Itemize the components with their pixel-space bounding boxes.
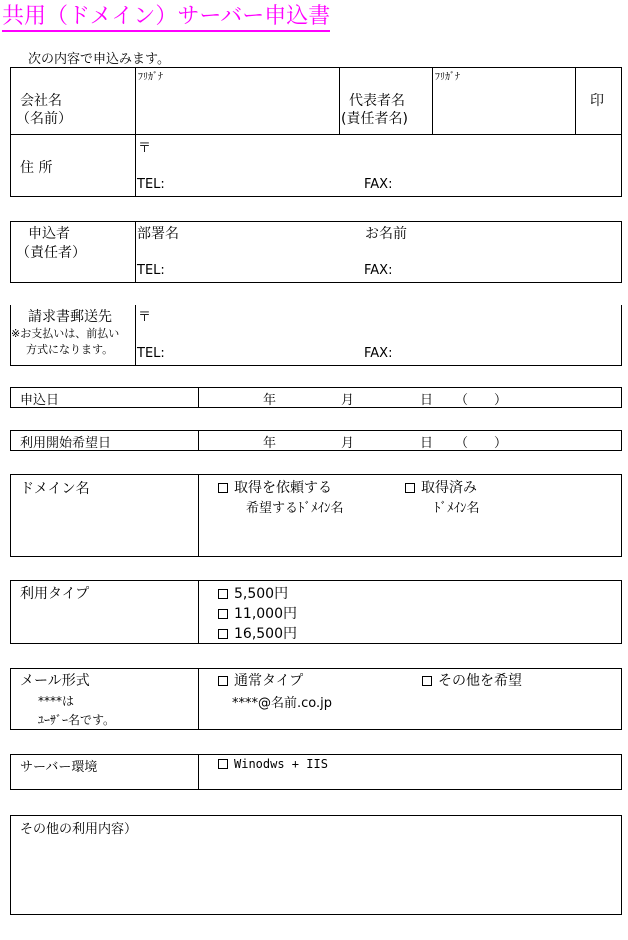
domain-option-request[interactable]: [218, 477, 332, 497]
checkbox-icon[interactable]: [218, 629, 228, 639]
usage-option-2[interactable]: [218, 603, 297, 623]
start-month-label: 月: [341, 436, 355, 451]
company-name-sub-label: （名前）: [16, 111, 72, 127]
domain-name-field[interactable]: [200, 516, 620, 556]
seal-label: 印: [590, 93, 604, 109]
checkbox-icon[interactable]: [218, 589, 228, 599]
other-usage-field[interactable]: [12, 836, 620, 913]
apply-date-table: [10, 387, 622, 408]
domain-option-owned[interactable]: [405, 477, 477, 497]
apply-month-label: 月: [341, 393, 355, 408]
billing-label: 請求書郵送先: [28, 309, 112, 325]
domain-request-sub-label: 希望するﾄﾞﾒｲﾝ名: [246, 501, 344, 516]
address-fax-label: FAX:: [364, 177, 393, 192]
usage-option-1[interactable]: [218, 583, 288, 603]
representative-label: 代表者名: [349, 93, 405, 109]
checkbox-icon[interactable]: [422, 676, 432, 686]
checkbox-icon[interactable]: [218, 483, 228, 493]
checkbox-icon[interactable]: [405, 483, 415, 493]
mail-note-1: ****は: [38, 694, 75, 708]
applicant-sub-label: （責任者）: [16, 245, 86, 261]
mail-example: ****@名前.co.jp: [232, 696, 333, 711]
billing-address-field[interactable]: [136, 322, 621, 344]
company-furigana-label: ﾌﾘｶﾞﾅ: [138, 72, 163, 83]
checkbox-icon[interactable]: [218, 609, 228, 619]
address-label: 住 所: [20, 160, 53, 176]
intro-text: 次の内容で申込みます。: [28, 52, 170, 67]
apply-day-label: 日: [420, 393, 434, 408]
address-field[interactable]: [136, 152, 621, 176]
applicant-label: 申込者: [28, 226, 70, 242]
usage-option-2-label: 11,000円: [234, 606, 297, 622]
mail-option-other[interactable]: [422, 670, 522, 690]
checkbox-icon[interactable]: [218, 676, 228, 686]
department-label: 部署名: [137, 226, 179, 242]
usage-type-table: [10, 580, 622, 644]
other-usage-label: その他の利用内容）: [20, 822, 138, 837]
address-tel-label: TEL:: [137, 177, 165, 192]
page-title: 共用（ドメイン）サーバー申込書: [2, 4, 330, 32]
domain-option-owned-label: 取得済み: [421, 480, 477, 496]
apply-year-label: 年: [263, 393, 277, 408]
billing-tel-label: TEL:: [137, 346, 165, 361]
domain-label: ドメイン名: [20, 481, 90, 497]
applicant-fax-label: FAX:: [364, 263, 393, 278]
mail-option-standard[interactable]: [218, 670, 303, 690]
company-name-label: 会社名: [20, 93, 62, 109]
domain-owned-sub-label: ﾄﾞﾒｲﾝ名: [434, 501, 480, 516]
mail-format-label: メール形式: [20, 673, 90, 689]
start-date-label: 利用開始希望日: [20, 436, 112, 451]
usage-option-3[interactable]: [218, 623, 297, 643]
apply-weekday-label: （ ）: [455, 393, 508, 408]
start-weekday-label: （ ）: [455, 436, 508, 451]
mail-option-other-label: その他を希望: [438, 673, 522, 689]
company-name-field[interactable]: [136, 82, 338, 133]
applicant-tel-label: TEL:: [137, 263, 165, 278]
billing-postal-mark: 〒: [138, 310, 152, 325]
server-option-windows[interactable]: [218, 757, 328, 771]
start-day-label: 日: [420, 436, 434, 451]
usage-option-3-label: 16,500円: [234, 626, 297, 642]
usage-option-1-label: 5,500円: [234, 586, 289, 602]
applicant-field[interactable]: [136, 240, 621, 262]
billing-note-1: ※お支払いは、前払い: [11, 327, 120, 340]
applicant-name-label: お名前: [365, 226, 407, 242]
domain-option-request-label: 取得を依頼する: [234, 480, 332, 496]
representative-sub-label: (責任者名): [341, 111, 408, 127]
checkbox-icon[interactable]: [218, 759, 228, 769]
mail-option-standard-label: 通常タイプ: [234, 673, 304, 689]
start-year-label: 年: [263, 436, 277, 451]
address-postal-mark: 〒: [138, 141, 152, 156]
usage-type-label: 利用タイプ: [20, 586, 90, 602]
representative-name-field[interactable]: [433, 82, 574, 133]
representative-furigana-label: ﾌﾘｶﾞﾅ: [435, 72, 460, 83]
mail-note-2: ﾕｰｻﾞｰ名です。: [38, 713, 116, 727]
server-option-windows-label: Winodws + IIS: [234, 757, 328, 771]
server-env-label: サーバー環境: [20, 760, 98, 775]
billing-fax-label: FAX:: [364, 346, 393, 361]
billing-note-2: 方式になります。: [26, 343, 114, 356]
apply-date-label: 申込日: [20, 393, 60, 408]
